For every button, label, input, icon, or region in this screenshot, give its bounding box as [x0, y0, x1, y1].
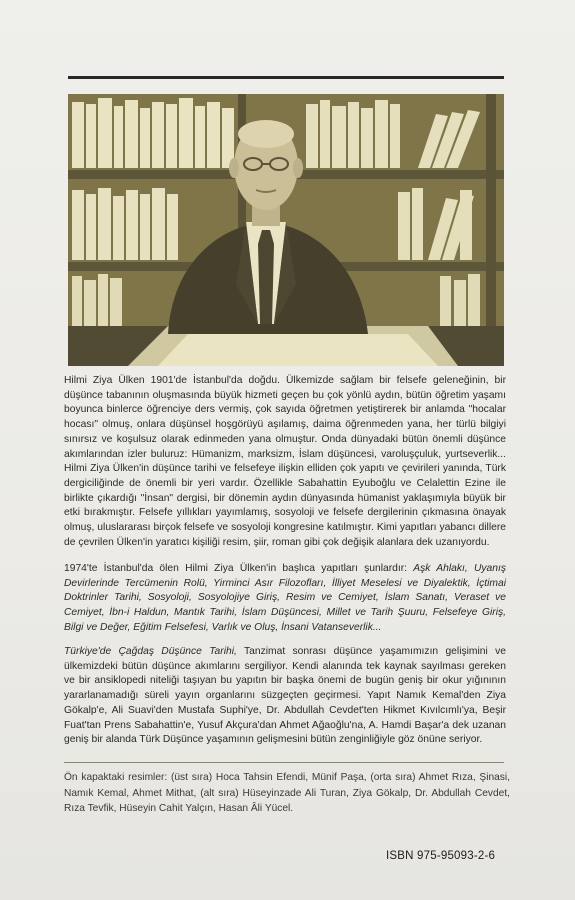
cover-credits	[64, 770, 510, 817]
biography-paragraph: Hilmi Ziya Ülken 1901'de İstanbul'da doğdu. Ülkemizde sağlam bir felsefe geleneğinin, bir düşünce tabanının oluşmasında büyük hizmeti geçen bu çok yönlü aydın, bütün öğretim yaşamı boyunca binlerce öğrenciye ders vermiş, çok sayıda öğretmen yetiştirerek bir anlamda "hocalar hocası" olmuş, onlara düşünsel hoşgörüyü aşılamış, daima öğrenmeden yana, her türlü bilgiyi sınırsız ve koşulsuz olarak edinmeden yana olmuştur. Onda dünyadaki bütün önemli düşünce akımlarından izler buluruz: Hümanizm, marksizm, İslam düşüncesi, varoluşçuluk, yurtseverlik... Hilmi Ziya Ülken'in düşünce tarihi ve felsefeye ilişkin elliden çok yapıtı ve çevirileri yanında, Türk dergiciliğinde de önemli bir yeri vardır. Özellikle Sabahattin Eyuboğlu ve Celalettin Ezine ile birlikte çıkardığı "İnsan" dergisi, bir dönemin aydın dünyasında hümanist yaklaşımıyla büyük bir etki bırakmıştır. Felsefe yıllıkları yayımlamış, sosyoloji ve felsefe dergilerinin çıkmasına önayak olmuş, uluslararası birçok felsefe ve sosyoloji kongresine katılmıştır. Kimi yapıtları yabancı dillere de çevrilen Ülken'in yaratıcı kişiliği resim, şiir, roman gibi çok değişik alanlara dek uzanıyordu.	[64, 375, 506, 548]
book-description-text: Tanzimat sonrası düşünce yaşamımızın gelişimini ve ülkemizdeki bütün düşünce akımlarını sergiliyor. Kendi alanında tek kaynak sayılması gereken ve bir ansiklopedi niteliği taşıyan bu yapıtın bir başka önemi de bugün geniş bir okur yığınının yararlanamadığı süreli yayın organlarını süzgeçten geçirmesi. Yapıt Namık Kemal'den Ziya Gökalp'e, Ali Suavi'den Mustafa Suphi'ye, Dr. Abdullah Cevdet'ten Hikmet Kıvılcımlı'ya, Beşir Fuat'tan Prens Sabahattin'e, Yusuf Akçura'dan Ahmet Ağaoğlu'na, A. Hamdi Başar'a dek uzanan geniş bir alanda Türk Düşünce yaşamının gelişmesini bütün zenginliğiyle göz önüne seriyor.	[64, 646, 506, 746]
book-title: Türkiye'de Çağdaş Düşünce Tarihi,	[64, 646, 237, 657]
credits-divider	[64, 762, 504, 763]
author-photo	[68, 94, 504, 366]
author-biography	[64, 374, 506, 550]
isbn: ISBN 975-95093-2-6	[386, 850, 496, 862]
works-intro: 1974'te İstanbul'da ölen Hilmi Ziya Ülken'in başlıca yapıtları şunlardır:	[64, 563, 414, 574]
top-rule	[68, 76, 504, 79]
description-paragraph	[64, 645, 506, 748]
works-paragraph	[64, 562, 506, 636]
book-description	[64, 645, 506, 748]
cover-credits-text: Ön kapaktaki resimler: (üst sıra) Hoca Tahsin Efendi, Münif Paşa, (orta sıra) Ahmet Rıza, Şinasi, Namık Kemal, Ahmet Mithat, (alt sıra) Hüseyinzade Ali Turan, Ziya Gökalp, Dr. Abdullah Cevdet, Rıza Tevfik, Hüseyin Cahit Yalçın, Hasan Âli Yücel.	[64, 772, 510, 814]
author-works	[64, 562, 506, 636]
works-titles: Aşk Ahlakı, Uyanış Devirlerinde Tercümenin Rolü, Yirminci Asır Filozofları, İlliyet Meselesi ve Diyalektik, İçtimai Doktrinler Tarihi, Sosyoloji, Sosyolojiye Giriş, Resim ve Cemiyet, İslam Sanatı, Veraset ve Cemiyet, İbn-i Haldun, Mantık Tarihi, İslam Düşüncesi, Millet ve Tarih Şuuru, Felsefeye Giriş, Bilgi ve Değer, Eğitim Felsefesi, Varlık ve Oluş, İnsani Vatanseverlik...	[64, 563, 507, 633]
